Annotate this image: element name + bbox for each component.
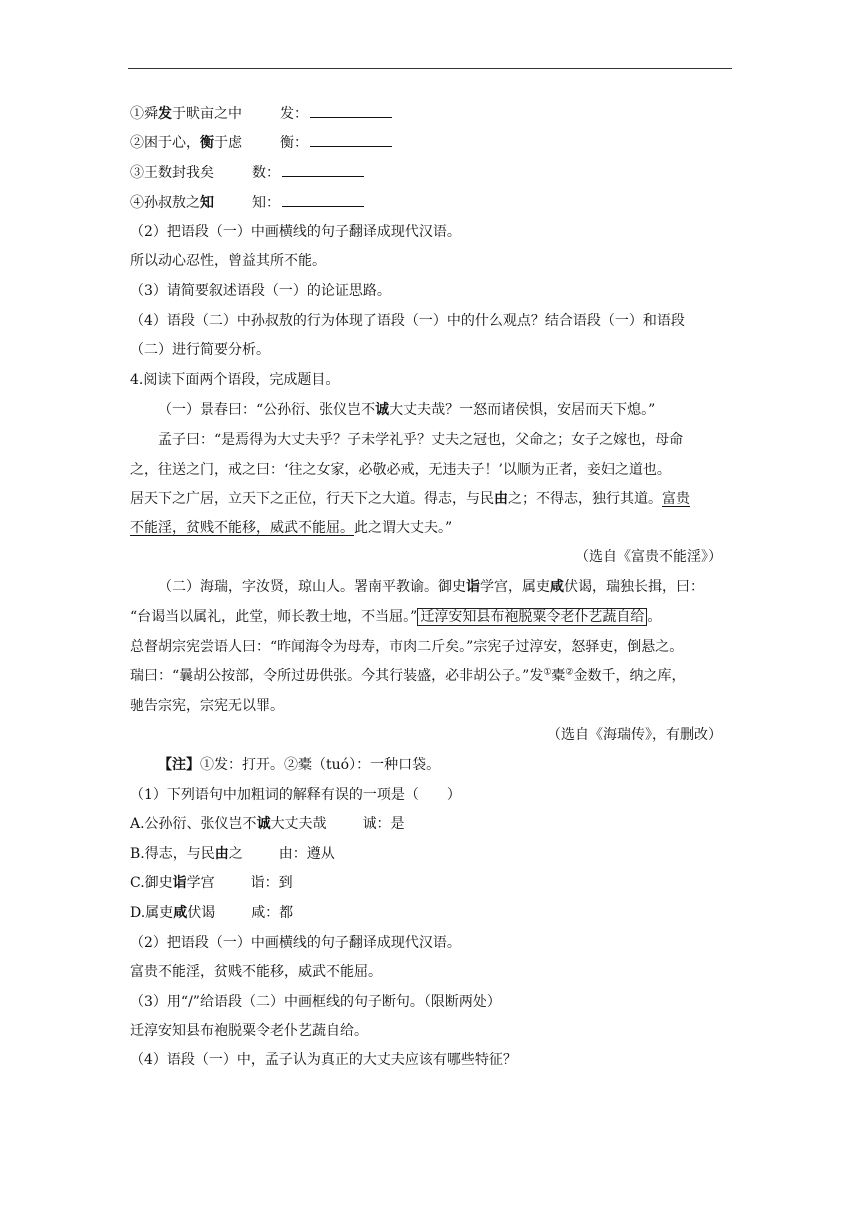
passage-1-line-1: （一）景春曰：“公孙衍、张仪岂不诚大丈夫哉？一怒而诸侯惧，安居而天下熄。”: [158, 402, 656, 418]
option-a[interactable]: A.公孙衍、张仪岂不诚大丈夫哉 诚：是: [130, 816, 405, 832]
passage-1-line-4: 居天下之广居，立天下之正位，行天下之大道。得志，与民由之；不得志，独行其道。富贵: [130, 491, 690, 507]
source-1: （选自《富贵不能淫》）: [575, 549, 722, 565]
passage-2-line-5: 驰告宗宪，宗宪无以罪。: [130, 698, 284, 714]
item-1: ①舜发于畎亩之中 发：: [130, 104, 730, 124]
underlined-sentence: 不能淫，贫贱不能移，威武不能屈。: [130, 520, 354, 536]
option-b[interactable]: B.得志，与民由之 由：遵从: [130, 846, 335, 862]
passage-2-line-3: 总督胡宗宪尝语人曰：“昨闻海令为母寿，市肉二斤矣。”宗宪子过淳安，怒驿吏，倒悬之。: [130, 639, 684, 655]
item-4: ④孙叔敖之知 知：: [130, 193, 730, 213]
note: 【注】①发：打开。②橐（tuó）：一种口袋。: [158, 757, 441, 773]
passage-1-line-2: 孟子曰：“是焉得为大丈夫乎？子未学礼乎？丈夫之冠也，父命之；女子之嫁也，母命: [158, 432, 684, 448]
option-c[interactable]: C.御史诣学宫 诣：到: [130, 875, 293, 891]
boxed-sentence: 迁淳安知县布袍脱粟令老仆艺蔬自给: [417, 608, 647, 626]
passage-1-line-3: 之，往送之门，戒之曰：‘往之女家，必敬必戒，无违夫子！’以顺为正者，妾妇之道也。: [130, 462, 671, 478]
question-2-text: 所以动心忍性，曾益其所不能。: [130, 253, 326, 269]
q4-question-2-text: 富贵不能淫，贫贱不能移，威武不能屈。: [130, 964, 382, 980]
source-2: （选自《海瑞传》，有删改）: [547, 727, 722, 743]
answer-blank[interactable]: [310, 104, 392, 118]
header-rule: [128, 68, 732, 69]
answer-blank[interactable]: [310, 133, 392, 147]
passage-2-line-4: 瑞曰：“曩胡公按部，令所过毋供张。今其行装盛，必非胡公子。”发①橐②金数千，纳之库，: [130, 667, 686, 684]
passage-2-line-2: “台谒当以属礼，此堂，师长教士地，不当屈。” 迁淳安知县布袍脱粟令老仆艺蔬自给 。: [130, 609, 662, 625]
q4-question-2: （2）把语段（一）中画横线的句子翻译成现代汉语。: [130, 935, 461, 951]
question-2: （2）把语段（一）中画横线的句子翻译成现代汉语。: [130, 224, 461, 240]
q4-question-4: （4）语段（一）中，孟子认为真正的大丈夫应该有哪些特征？: [130, 1052, 517, 1068]
q4-question-1: （1）下列语句中加粗词的解释有误的一项是（ ）: [130, 787, 461, 803]
passage-2-line-1: （二）海瑞，字汝贤，琼山人。署南平教谕。御史诣学宫，属吏咸伏谒，瑞独长揖，曰：: [158, 579, 704, 595]
question-4: （4）语段（二）中孙叔敖的行为体现了语段（一）中的什么观点？结合语段（一）和语段: [130, 313, 685, 329]
section-4-heading: 4.阅读下面两个语段，完成题目。: [130, 372, 340, 388]
option-d[interactable]: D.属吏咸伏谒 咸：都: [130, 905, 294, 921]
question-4-cont: （二）进行简要分析。: [130, 342, 270, 358]
question-3: （3）请简要叙述语段（一）的论证思路。: [130, 283, 391, 299]
q4-question-3: （3）用“/”给语段（二）中画框线的句子断句。（限断两处）: [130, 994, 501, 1010]
answer-blank[interactable]: [282, 193, 364, 207]
item-2: ②困于心，衡于虑 衡：: [130, 133, 730, 153]
q4-question-3-text: 迁淳安知县布袍脱粟令老仆艺蔬自给。: [130, 1023, 368, 1039]
answer-blank[interactable]: [282, 163, 364, 177]
passage-1-line-5: 不能淫，贫贱不能移，威武不能屈。此之谓大丈夫。”: [130, 520, 453, 536]
underlined-sentence: 富贵: [662, 491, 690, 507]
item-3: ③王数封我矣 数：: [130, 163, 730, 183]
